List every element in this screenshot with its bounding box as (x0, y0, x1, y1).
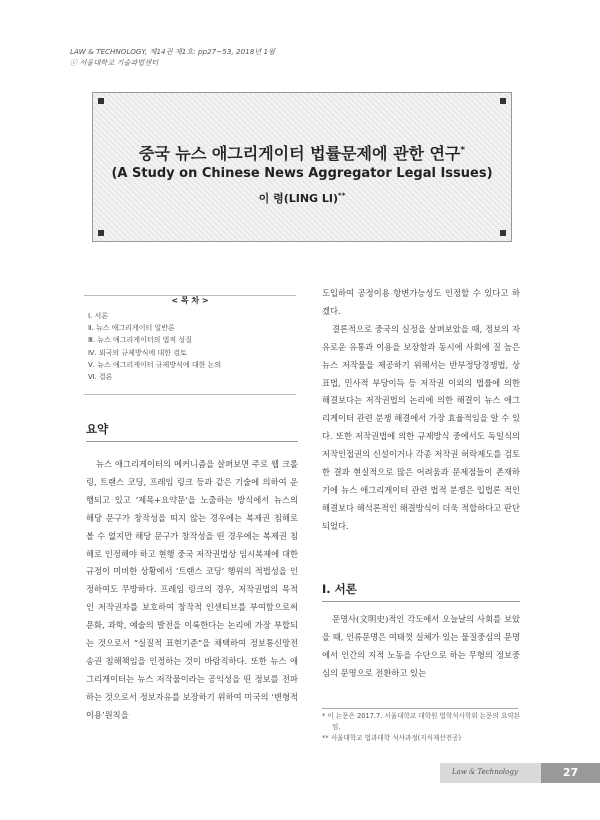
author-footnote-mark: ** (338, 191, 346, 200)
footnotes (322, 711, 522, 745)
toc-item: Ⅴ. 뉴스 애그리게이터 규제방식에 대한 논의 (88, 360, 222, 369)
abstract-body (86, 456, 298, 725)
table-of-contents (84, 295, 296, 395)
introduction-paragraph: 문명사(文明史)적인 각도에서 오늘날의 사회를 보았을 때, 인류문명은 여태껏 실체가 있는 물질중심의 문명에서 인간의 지적 노동을 수단으로 하는 무형의 정보중심의 문명으로 전환하고 있는 (322, 614, 520, 678)
introduction-heading-rule (322, 601, 520, 602)
footnote: * 이 논문은 2017.7. 서울대학교 대학원 법학석사학위 논문의 요약본임. (322, 712, 521, 731)
abstract-heading: 요약 (86, 422, 109, 436)
toc-item: Ⅳ. 외국의 규제방식에 대한 검토 (88, 348, 187, 357)
journal-copyright: ⓒ 서울대학교 기술과법센터 (70, 58, 159, 67)
right-column-paragraph: 도입하여 공정이용 항변가능성도 인정할 수 있다고 하겠다. (322, 288, 520, 316)
author-name: 이 령(LING LI) (258, 192, 339, 205)
abstract-heading-rule (86, 441, 298, 442)
author-line (93, 190, 511, 206)
title-box (92, 92, 512, 242)
corner-square-icon (500, 98, 506, 104)
toc-title: < 목 차 > (167, 296, 212, 305)
toc-item: Ⅲ. 뉴스 애그리게이터의 법적 성질 (88, 336, 192, 345)
corner-square-icon (98, 98, 104, 104)
paper-title-korean-text: 중국 뉴스 애그리게이터 법률문제에 관한 연구 (138, 144, 461, 163)
corner-square-icon (500, 230, 506, 236)
right-column-paragraph: 결론적으로 중국의 실정을 살펴보았을 때, 정보의 자유로운 유통과 이용을 보장함과 동시에 사회에 질 높은 뉴스 저작물을 제공하기 위해서는 반부정당경쟁법, 상표법, 민사적 부당이득 등 저작권 이외의 법률에 의한 해결보다는 저작권법의 논리에 의한 해결이 뉴스 애그리게이터 관련 분쟁 해결에서 가장 효율적임을 알 수 있다. 또한 저작권법에 의한 규제방식 중에서도 독일식의 저작인접권의 신설이거나 각종 저작권 허락제도를 검토한 결과 현실적으로 많은 어려움과 문제점들이 존재하기에 뉴스 애그리게이터 관련 법적 분쟁은 입법론 적인 해결보다 해석론적인 해결방식이 더욱 적합하다고 판단되었다. (322, 323, 520, 531)
footer-journal-name: Law & Technology (452, 768, 518, 776)
paper-title-korean (93, 141, 511, 164)
footnote-rule (322, 708, 518, 709)
toc-item: Ⅰ. 서론 (88, 312, 109, 320)
journal-citation: LAW & TECHNOLOGY, 제14권 제1호: pp27~53, 2018년 1월 (70, 47, 276, 56)
toc-list (84, 296, 296, 383)
abstract-paragraph: 뉴스 애그리게이터의 메커니즘을 살펴보면 주로 웹 크롤링, 트랜스 코딩, 프레임 링크 등과 같은 기술에 의하여 운행되고 있고 ‘제목+요약문’을 노출하는 방식에서 뉴스의 해당 문구가 창작성을 띠지 않는 경우에는 복제권 침해로 볼 수 없지만 해당 문구가 창작성을 띤 경우에는 복제권 침해로 인정해야 하고 현행 중국 저작권법상 임시복제에 대한 규정이 미비한 상황에서 ‘트랜스 코딩’ 행위의 적법성을 인정하여도 무방하다. 프레임 링크의 경우, 저작권법의 목적인 저작권자를 보호하여 창작적 인센티브를 부여함으로써 문화, 과학, 예술의 발전을 이룩한다는 논리에 가장 부합되는 것으로서 “실질적 표현기준”을 채택하여 정보통신망전송권 침해책임을 인정하는 것이 바람직하다. 또한 뉴스 애그리게이터는 뉴스 저작물이라는 공익성을 띤 정보를 전파하는 것으로서 정보자유를 보장하기 위하여 미국의 ‘변형적 이용’원칙을 (86, 459, 298, 720)
introduction-body (322, 611, 520, 683)
right-column-body (322, 285, 520, 536)
toc-item: Ⅵ. 결론 (88, 373, 113, 382)
title-footnote-mark: * (460, 145, 466, 156)
page-number: 27 (541, 763, 600, 783)
introduction-heading: Ⅰ. 서론 (322, 582, 357, 596)
footnote: ** 서울대학교 법과대학 석사과정(지식재산전공) (322, 734, 462, 742)
journal-info (70, 46, 275, 68)
toc-item: Ⅱ. 뉴스 애그리게이터 일반론 (88, 324, 175, 333)
corner-square-icon (98, 230, 104, 236)
paper-title-english: (A Study on Chinese News Aggregator Legal Issues) (111, 166, 493, 181)
